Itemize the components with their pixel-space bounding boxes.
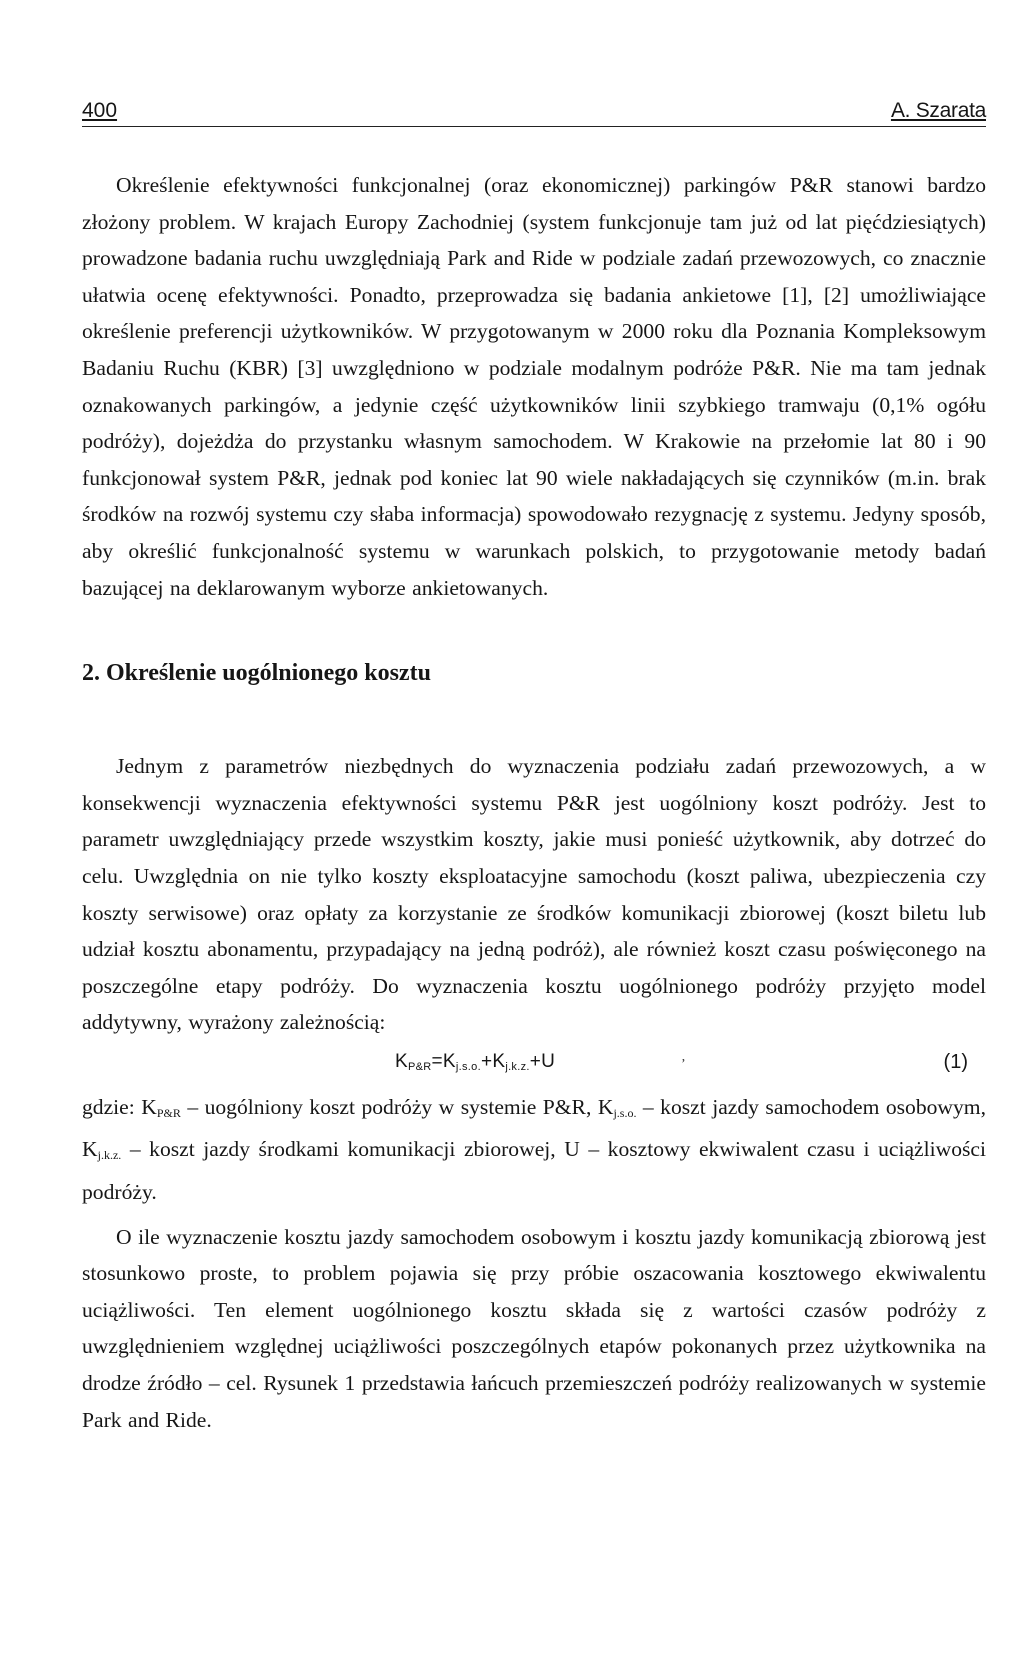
symbol-sub-jso: j.s.o. bbox=[613, 1105, 637, 1120]
paper-page bbox=[82, 96, 986, 1438]
definition-pr: – uogólniony koszt podróży w systemie P&R, bbox=[180, 1094, 598, 1119]
definition-jkz: – koszt jazdy środkami komunikacji zbiorowej, U – kosztowy ekwiwalent czasu i uciążliwości podróży. bbox=[82, 1137, 986, 1205]
definition-jso: – koszt jazdy samochodem osobowym, bbox=[636, 1094, 987, 1119]
formula-plus: + bbox=[480, 1050, 493, 1072]
symbol-sub-pr: P&R bbox=[156, 1105, 181, 1120]
symbol-k: K bbox=[141, 1094, 157, 1119]
symbol-k-jkz bbox=[82, 1137, 121, 1161]
section-heading: 2. Określenie uogólnionego kosztu bbox=[82, 660, 431, 687]
equation-number: (1) bbox=[943, 1050, 968, 1073]
definitions-paragraph bbox=[82, 1089, 986, 1211]
conclusion-paragraph: O ile wyznaczenie kosztu jazdy samochodem osobowym i kosztu jazdy komunikacją zbiorową jest stosunkowo proste, to problem pojawia się przy próbie oszacowania kosztowego ekwiwalentu uciążliwości. Ten element uogólnionego kosztu składa się z wartości czasów podróży z uwzględnieniem względnej uciążliwości poszczególnych etapów pokonanych przez użytkownika na drodze źródło – cel. Rysunek 1 przedstawia łańcuch przemieszczeń podróży realizowanych w systemie Park and Ride. bbox=[82, 1224, 986, 1432]
symbol-k-jso bbox=[598, 1095, 637, 1119]
formula-k-symbol: K bbox=[442, 1050, 456, 1072]
symbol-k-pr bbox=[141, 1095, 181, 1119]
definitions-lead: gdzie: bbox=[82, 1094, 142, 1119]
cost-intro-paragraph: Jednym z parametrów niezbędnych do wyznaczenia podziału zadań przewozowych, a w konsekwencji wyznaczenia efektywności systemu P&R jest uogólniony koszt podróży. Jest to parametr uwzględniający przede wszystkim koszty, jakie musi ponieść użytkownik, aby dotrzeć do celu. Uwzględnia on nie tylko koszty eksploatacyjne samochodu (koszt paliwa, ubezpieczenia czy koszty serwisowe) oraz opłaty za korzystanie ze środków komunikacji zbiorowej (koszt biletu lub udział kosztu abonamentu, przypadający na jedną podróż), ale również koszt czasu poświęconego na poszczególne etapy podróży. Do wyznaczenia kosztu uogólnionego podróży przyjęto model addytywny, wyrażony zależnością: bbox=[82, 754, 986, 1035]
formula-u-term: +U bbox=[529, 1050, 556, 1072]
symbol-sub-jkz: j.k.z. bbox=[97, 1148, 122, 1163]
formula-k-symbol: K bbox=[492, 1050, 506, 1072]
equation-1 bbox=[82, 1043, 986, 1083]
symbol-k: K bbox=[597, 1094, 614, 1119]
page-number: 400 bbox=[82, 99, 118, 122]
running-author: A. Szarata bbox=[890, 99, 986, 122]
symbol-k: K bbox=[82, 1137, 98, 1162]
formula-sub-jkz: j.k.z. bbox=[505, 1060, 530, 1073]
running-header bbox=[82, 96, 986, 127]
formula-sub-jso: j.s.o. bbox=[455, 1060, 481, 1073]
intro-paragraph: Określenie efektywności funkcjonalnej (oraz ekonomicznej) parkingów P&R stanowi bardzo złożony problem. W krajach Europy Zachodniej (system funkcjonuje tam już od lat pięćdziesiątych) prowadzone badania ruchu uwzględniają Park and Ride w podziale zadań przewozowych, co znacznie ułatwia ocenę efektywności. Ponadto, przeprowadza się badania ankietowe [1], [2] umożliwiające określenie preferencji użytkowników. W przygotowanym w 2000 roku dla Poznania Kompleksowym Badaniu Ruchu (KBR) [3] uwzględniono w podziale modalnym podróże P&R. Nie ma tam jednak oznakowanych parkingów, a jedynie część użytkowników linii szybkiego tramwaju (0,1% ogółu podróży), dojeżdża do przystanku własnym samochodem. W Krakowie na przełomie lat 80 i 90 funkcjonował system P&R, jednak pod koniec lat 90 wiele nakładających się czynników (m.in. brak środków na rozwój systemu czy słaba informacja) spowodowało rezygnację z systemu. Jedyny sposób, aby określić funkcjonalność systemu w warunkach polskich, to przygotowanie metody badań bazującej na deklarowanym wyborze ankietowanych. bbox=[82, 173, 986, 600]
stray-tick-mark: ʼ bbox=[681, 1056, 686, 1072]
formula-equals: = bbox=[431, 1050, 443, 1072]
generalized-cost-formula bbox=[395, 1051, 555, 1073]
formula-sub-pr: P&R bbox=[407, 1060, 432, 1073]
formula-k-symbol: K bbox=[395, 1050, 408, 1072]
